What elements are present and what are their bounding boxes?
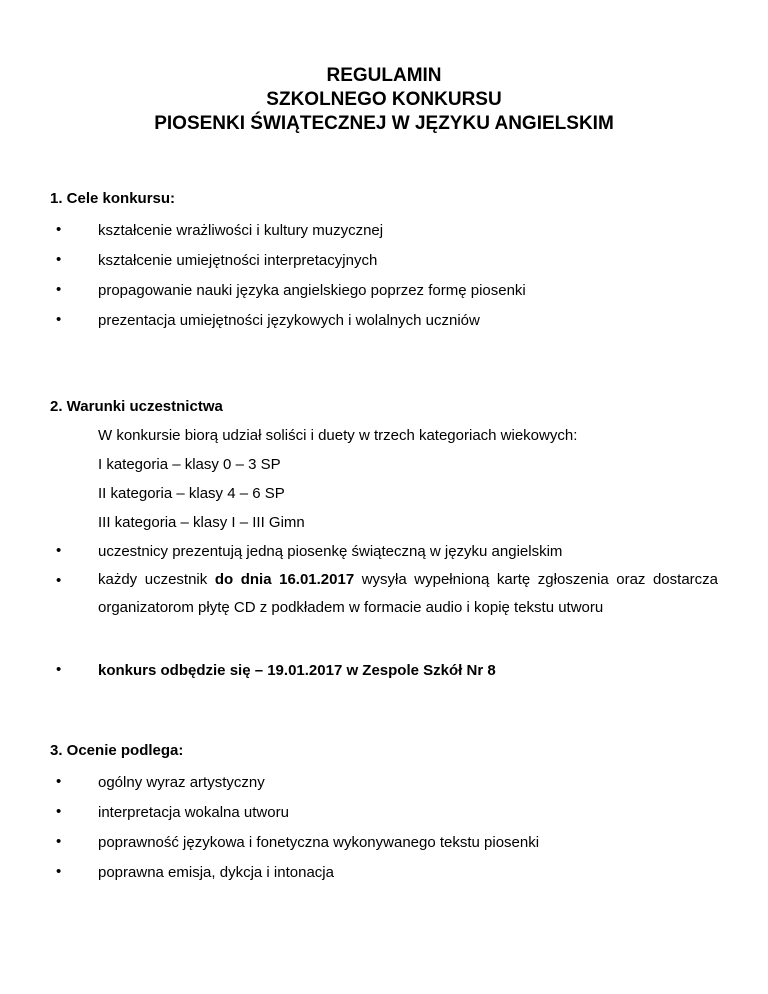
list-item-text: interpretacja wokalna utworu xyxy=(98,804,289,821)
bullet-icon: • xyxy=(56,863,62,880)
list-item-text: ogólny wyraz artystyczny xyxy=(98,774,265,791)
contest-date-text: konkurs odbędzie się – 19.01.2017 w Zespole Szkół Nr 8 xyxy=(98,662,496,679)
list-item-text xyxy=(98,566,718,622)
category-line: III kategoria – klasy I – III Gimn xyxy=(98,514,305,531)
document-title xyxy=(0,64,768,136)
bullet-icon: • xyxy=(56,311,62,328)
bullet-icon: • xyxy=(56,281,62,298)
section-1-heading: 1. Cele konkursu: xyxy=(50,190,176,207)
list-item-text: kształcenie wrażliwości i kultury muzycznej xyxy=(98,222,384,239)
section-2-intro: W konkursie biorą udział soliści i duety w trzech kategoriach wiekowych: xyxy=(98,427,578,444)
category-line: II kategoria – klasy 4 – 6 SP xyxy=(98,485,285,502)
list-item-text: poprawna emisja, dykcja i intonacja xyxy=(98,864,334,881)
title-line-3: PIOSENKI ŚWIĄTECZNEJ W JĘZYKU ANGIELSKIM xyxy=(154,113,614,134)
list-item-text: propagowanie nauki języka angielskiego poprzez formę piosenki xyxy=(98,282,526,299)
bullet-icon: • xyxy=(56,542,62,559)
section-2-heading: 2. Warunki uczestnictwa xyxy=(50,398,223,415)
section-3-heading: 3. Ocenie podlega: xyxy=(50,742,184,759)
list-item-text: prezentacja umiejętności językowych i wolalnych uczniów xyxy=(98,312,480,329)
list-item-text: kształcenie umiejętności interpretacyjnych xyxy=(98,252,378,269)
list-item-text: poprawność językowa i fonetyczna wykonywanego tekstu piosenki xyxy=(98,834,540,851)
title-line-2: SZKOLNEGO KONKURSU xyxy=(266,89,502,110)
deadline-text-post: wysyła wypełnioną kartę zgłoszenia oraz dostarcza organizatorom płytę CD z podkładem w formacie audio i kopię tekstu utworu xyxy=(98,571,718,616)
bullet-icon: • xyxy=(56,803,62,820)
bullet-icon: • xyxy=(56,221,62,238)
category-line: I kategoria – klasy 0 – 3 SP xyxy=(98,456,281,473)
deadline-text-pre: każdy uczestnik xyxy=(98,571,215,588)
bullet-icon: • xyxy=(56,661,62,678)
bullet-icon: • xyxy=(56,773,62,790)
title-line-1: REGULAMIN xyxy=(326,65,442,86)
bullet-icon: • xyxy=(56,833,62,850)
list-item-text: uczestnicy prezentują jedną piosenkę świąteczną w języku angielskim xyxy=(98,543,563,560)
bullet-icon: • xyxy=(56,572,62,589)
deadline-date: do dnia 16.01.2017 xyxy=(214,571,355,588)
bullet-icon: • xyxy=(56,251,62,268)
